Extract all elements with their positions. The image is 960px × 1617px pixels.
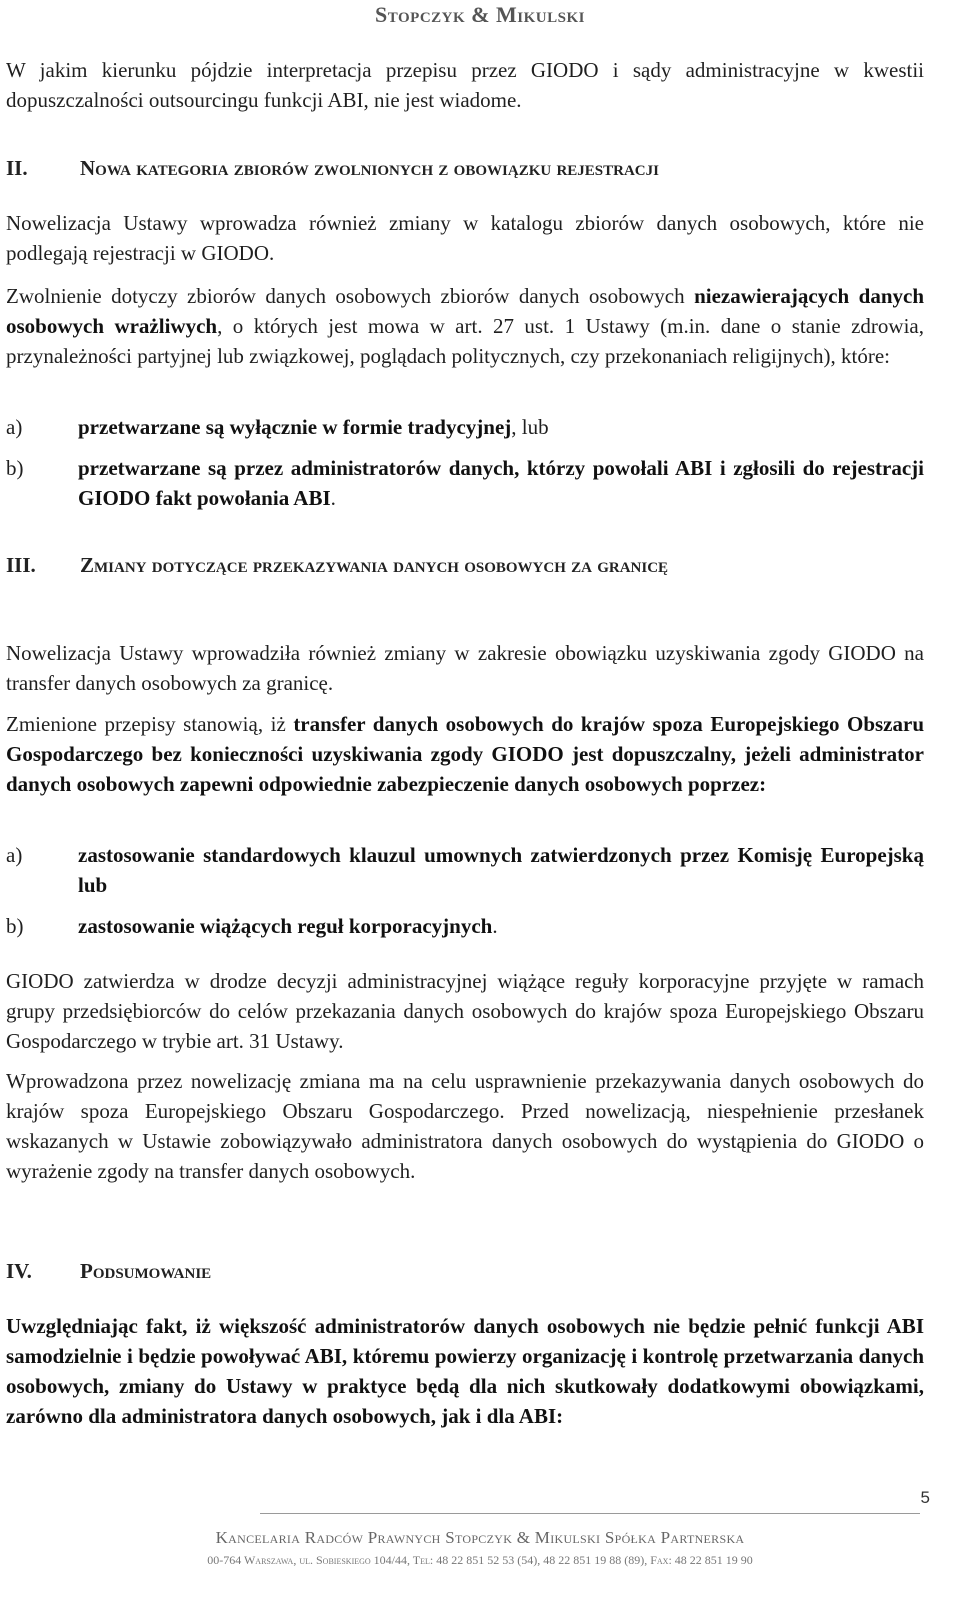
section-2-paragraph-2 xyxy=(6,281,924,371)
list-label: b) xyxy=(6,456,24,480)
section-2-p2-text-c: , o których jest mowa w art. 27 ust. 1 Ustawy (m.in. dane o stanie zdrowia, przynależności partyjnej lub związkowej, poglądach politycznych, czy przekonaniach religijnych), które: xyxy=(6,314,924,368)
intro-paragraph: W jakim kierunku pójdzie interpretacja przepisu przez GIODO i sądy administracyjne w kwestii dopuszczalności outsourcingu funkcji ABI, nie jest wiadome. xyxy=(6,58,924,112)
list-item-rest: , lub xyxy=(511,415,549,439)
list-item-rest: . xyxy=(492,914,498,938)
section-3-heading xyxy=(6,550,924,610)
section-4-paragraph-1: Uwzględniając fakt, iż większość administratorów danych osobowych nie będzie pełnić funkcji ABI samodzielnie i będzie powoływać ABI, któremu powierzy organizację i kontrolę przetwarzania danych osobowych, zmiany do Ustawy w praktyce będą dla nich skutkowały dodatkowymi obowiązkami, zarówno dla administratora danych osobowych, jak i dla ABI: xyxy=(6,1314,924,1428)
list-label: a) xyxy=(6,843,23,867)
list-item-bold: przetwarzane są przez administratorów danych, którzy powołali ABI i zgłosili do rejestracji GIODO fakt powołania ABI xyxy=(78,456,924,510)
list-label: a) xyxy=(6,415,23,439)
list-item-bold: zastosowanie wiążących reguł korporacyjnych xyxy=(78,914,493,938)
footer-firm-name: Kancelaria Radców Prawnych Stopczyk & Mikulski Spółka Partnerska xyxy=(215,1528,745,1547)
section-3-p2-bold: transfer danych osobowych do krajów spoza Europejskiego Obszaru Gospodarczego bez konieczności uzyskiwania zgody GIODO jest dopuszczalny, jeżeli administrator danych osobowych zapewni odpowiednie zabezpieczenie danych osobowych poprzez: xyxy=(6,712,924,796)
section-3-item-a xyxy=(6,840,924,900)
section-2-item-a xyxy=(6,412,924,442)
page-header: Stopczyk & Mikulski xyxy=(375,2,585,27)
section-2-p2-bold: niezawierających danych osobowych wrażliwych xyxy=(6,284,924,338)
section-4-title: Podsumowanie xyxy=(80,1259,212,1283)
section-4-heading xyxy=(6,1256,924,1286)
section-3-p2-text-a: Zmienione przepisy stanowią, iż xyxy=(6,712,294,736)
section-3-item-b xyxy=(6,911,924,941)
list-item-text xyxy=(78,840,924,900)
footer-divider xyxy=(260,1513,920,1514)
section-4-number: IV. xyxy=(6,1259,32,1283)
section-2-p2-text-a: Zwolnienie dotyczy zbiorów danych osobowych zbiorów danych osobowych xyxy=(6,284,695,308)
list-item-text xyxy=(78,453,924,513)
list-item-rest: . xyxy=(330,486,336,510)
section-2-item-b xyxy=(6,453,924,513)
list-item-bold: przetwarzane są wyłącznie w formie tradycyjnej xyxy=(78,415,512,439)
list-label: b) xyxy=(6,914,24,938)
footer-address: 00-764 Warszawa, ul. Sobieskiego 104/44, Tel: 48 22 851 52 53 (54), 48 22 851 19 88 (89), Fax: 48 22 851 19 90 xyxy=(207,1553,753,1567)
page-number: 5 xyxy=(920,1488,930,1507)
section-3-title: Zmiany dotyczące przekazywania danych osobowych za granicę xyxy=(80,553,669,577)
section-2-paragraph-1: Nowelizacja Ustawy wprowadza również zmiany w katalogu zbiorów danych osobowych, które nie podlegają rejestracji w GIODO. xyxy=(6,211,924,265)
section-3-paragraph-1: Nowelizacja Ustawy wprowadziła również zmiany w zakresie obowiązku uzyskiwania zgody GIODO na transfer danych osobowych za granicę. xyxy=(6,641,924,695)
section-2-heading xyxy=(6,153,924,183)
section-3-number: III. xyxy=(6,553,36,577)
list-item-text xyxy=(78,911,924,941)
section-3-paragraph-2 xyxy=(6,709,924,799)
section-3-paragraph-4: Wprowadzona przez nowelizację zmiana ma na celu usprawnienie przekazywania danych osobowych do krajów spoza Europejskiego Obszaru Gospodarczego. Przed nowelizacją, niespełnienie przesłanek wskazanych w Ustawie zobowiązywało administratora danych osobowych do wystąpienia do GIODO o wyrażenie zgody na transfer danych osobowych. xyxy=(6,1069,924,1183)
section-2-title: Nowa kategoria zbiorów zwolnionych z obowiązku rejestracji xyxy=(80,156,659,180)
section-3-paragraph-3: GIODO zatwierdza w drodze decyzji administracyjnej wiążące reguły korporacyjne przyjęte w ramach grupy przedsiębiorców do celów przekazania danych osobowych do krajów spoza Europejskiego Obszaru Gospodarczego w trybie art. 31 Ustawy. xyxy=(6,969,924,1053)
list-item-bold: zastosowanie standardowych klauzul umownych zatwierdzonych przez Komisję Europejską lub xyxy=(78,843,924,897)
list-item-text xyxy=(78,412,924,442)
section-2-number: II. xyxy=(6,156,28,180)
